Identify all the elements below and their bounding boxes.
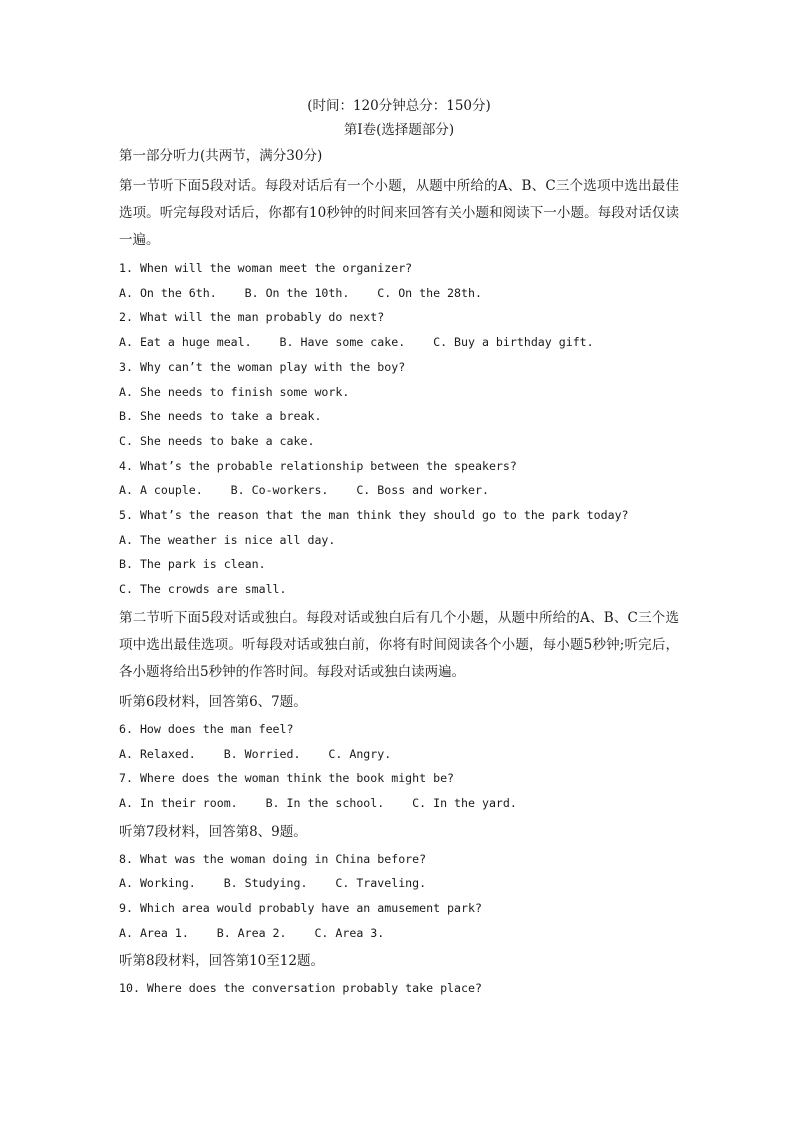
question-9: 9. Which area would probably have an amusement park? (119, 901, 482, 916)
question-6-options: A. Relaxed. B. Worried. C. Angry. (119, 746, 392, 761)
question-5-option-b: B. The park is clean. (119, 557, 266, 572)
question-10: 10. Where does the conversation probably take place? (119, 981, 482, 996)
question-3: 3. Why can’t the woman play with the boy? (119, 359, 406, 374)
section1-instructions: 第一节听下面5段对话。每段对话后有一个小题，从题中所给的A、B、C三个选项中选出最佳选项。听完每段对话后，你都有10秒钟的时间来回答有关小题和阅读下一小题。每段对话仅读一遍。 (119, 178, 679, 248)
time-info: (时间：120分钟总分：150分) (307, 98, 491, 114)
section2-instructions: 第二节听下面5段对话或独白。每段对话或独白后有几个小题，从题中所给的A、B、C三个选项中选出最佳选项。听每段对话或独白前，你将有时间阅读各个小题，每小题5秒钟;听完后，各小题将给出5秒钟的作答时间。每段对话或独白读两遍。 (119, 609, 679, 680)
question-8-options: A. Working. B. Studying. C. Traveling. (119, 876, 427, 891)
question-3-option-a: A. She needs to finish some work. (119, 384, 350, 399)
question-6: 6. How does the man feel? (119, 721, 294, 736)
question-8: 8. What was the woman doing in China before? (119, 851, 427, 866)
exam-page (119, 94, 679, 1001)
volume-title: 第Ⅰ卷(选择题部分) (343, 122, 455, 138)
question-4: 4. What’s the probable relationship between the speakers? (119, 458, 517, 473)
question-3-option-c: C. She needs to bake a cake. (119, 433, 315, 448)
question-7-options: A. In their room. B. In the school. C. In the yard. (119, 795, 517, 810)
question-2-options: A. Eat a huge meal. B. Have some cake. C. Buy a birthday gift. (119, 335, 594, 350)
question-9-options: A. Area 1. B. Area 2. C. Area 3. (119, 925, 385, 940)
material-7-heading: 听第7段材料，回答第8、9题。 (119, 823, 307, 840)
part1-title: 第一部分听力(共两节，满分30分) (119, 148, 323, 164)
question-3-option-b: B. She needs to take a break. (119, 409, 322, 424)
question-4-options: A. A couple. B. Co-workers. C. Boss and worker. (119, 483, 489, 498)
material-6-heading: 听第6段材料，回答第6、7题。 (119, 693, 307, 710)
material-8-heading: 听第8段材料，回答第10至12题。 (119, 953, 324, 970)
question-7: 7. Where does the woman think the book might be? (119, 771, 455, 786)
question-5-option-c: C. The crowds are small. (119, 582, 287, 597)
question-1-options: A. On the 6th. B. On the 10th. C. On the 28th. (119, 285, 482, 300)
question-5-option-a: A. The weather is nice all day. (119, 532, 336, 547)
question-1: 1. When will the woman meet the organizer? (119, 261, 413, 275)
question-5: 5. What’s the reason that the man think they should go to the park today? (119, 508, 629, 523)
question-2: 2. What will the man probably do next? (119, 310, 385, 325)
